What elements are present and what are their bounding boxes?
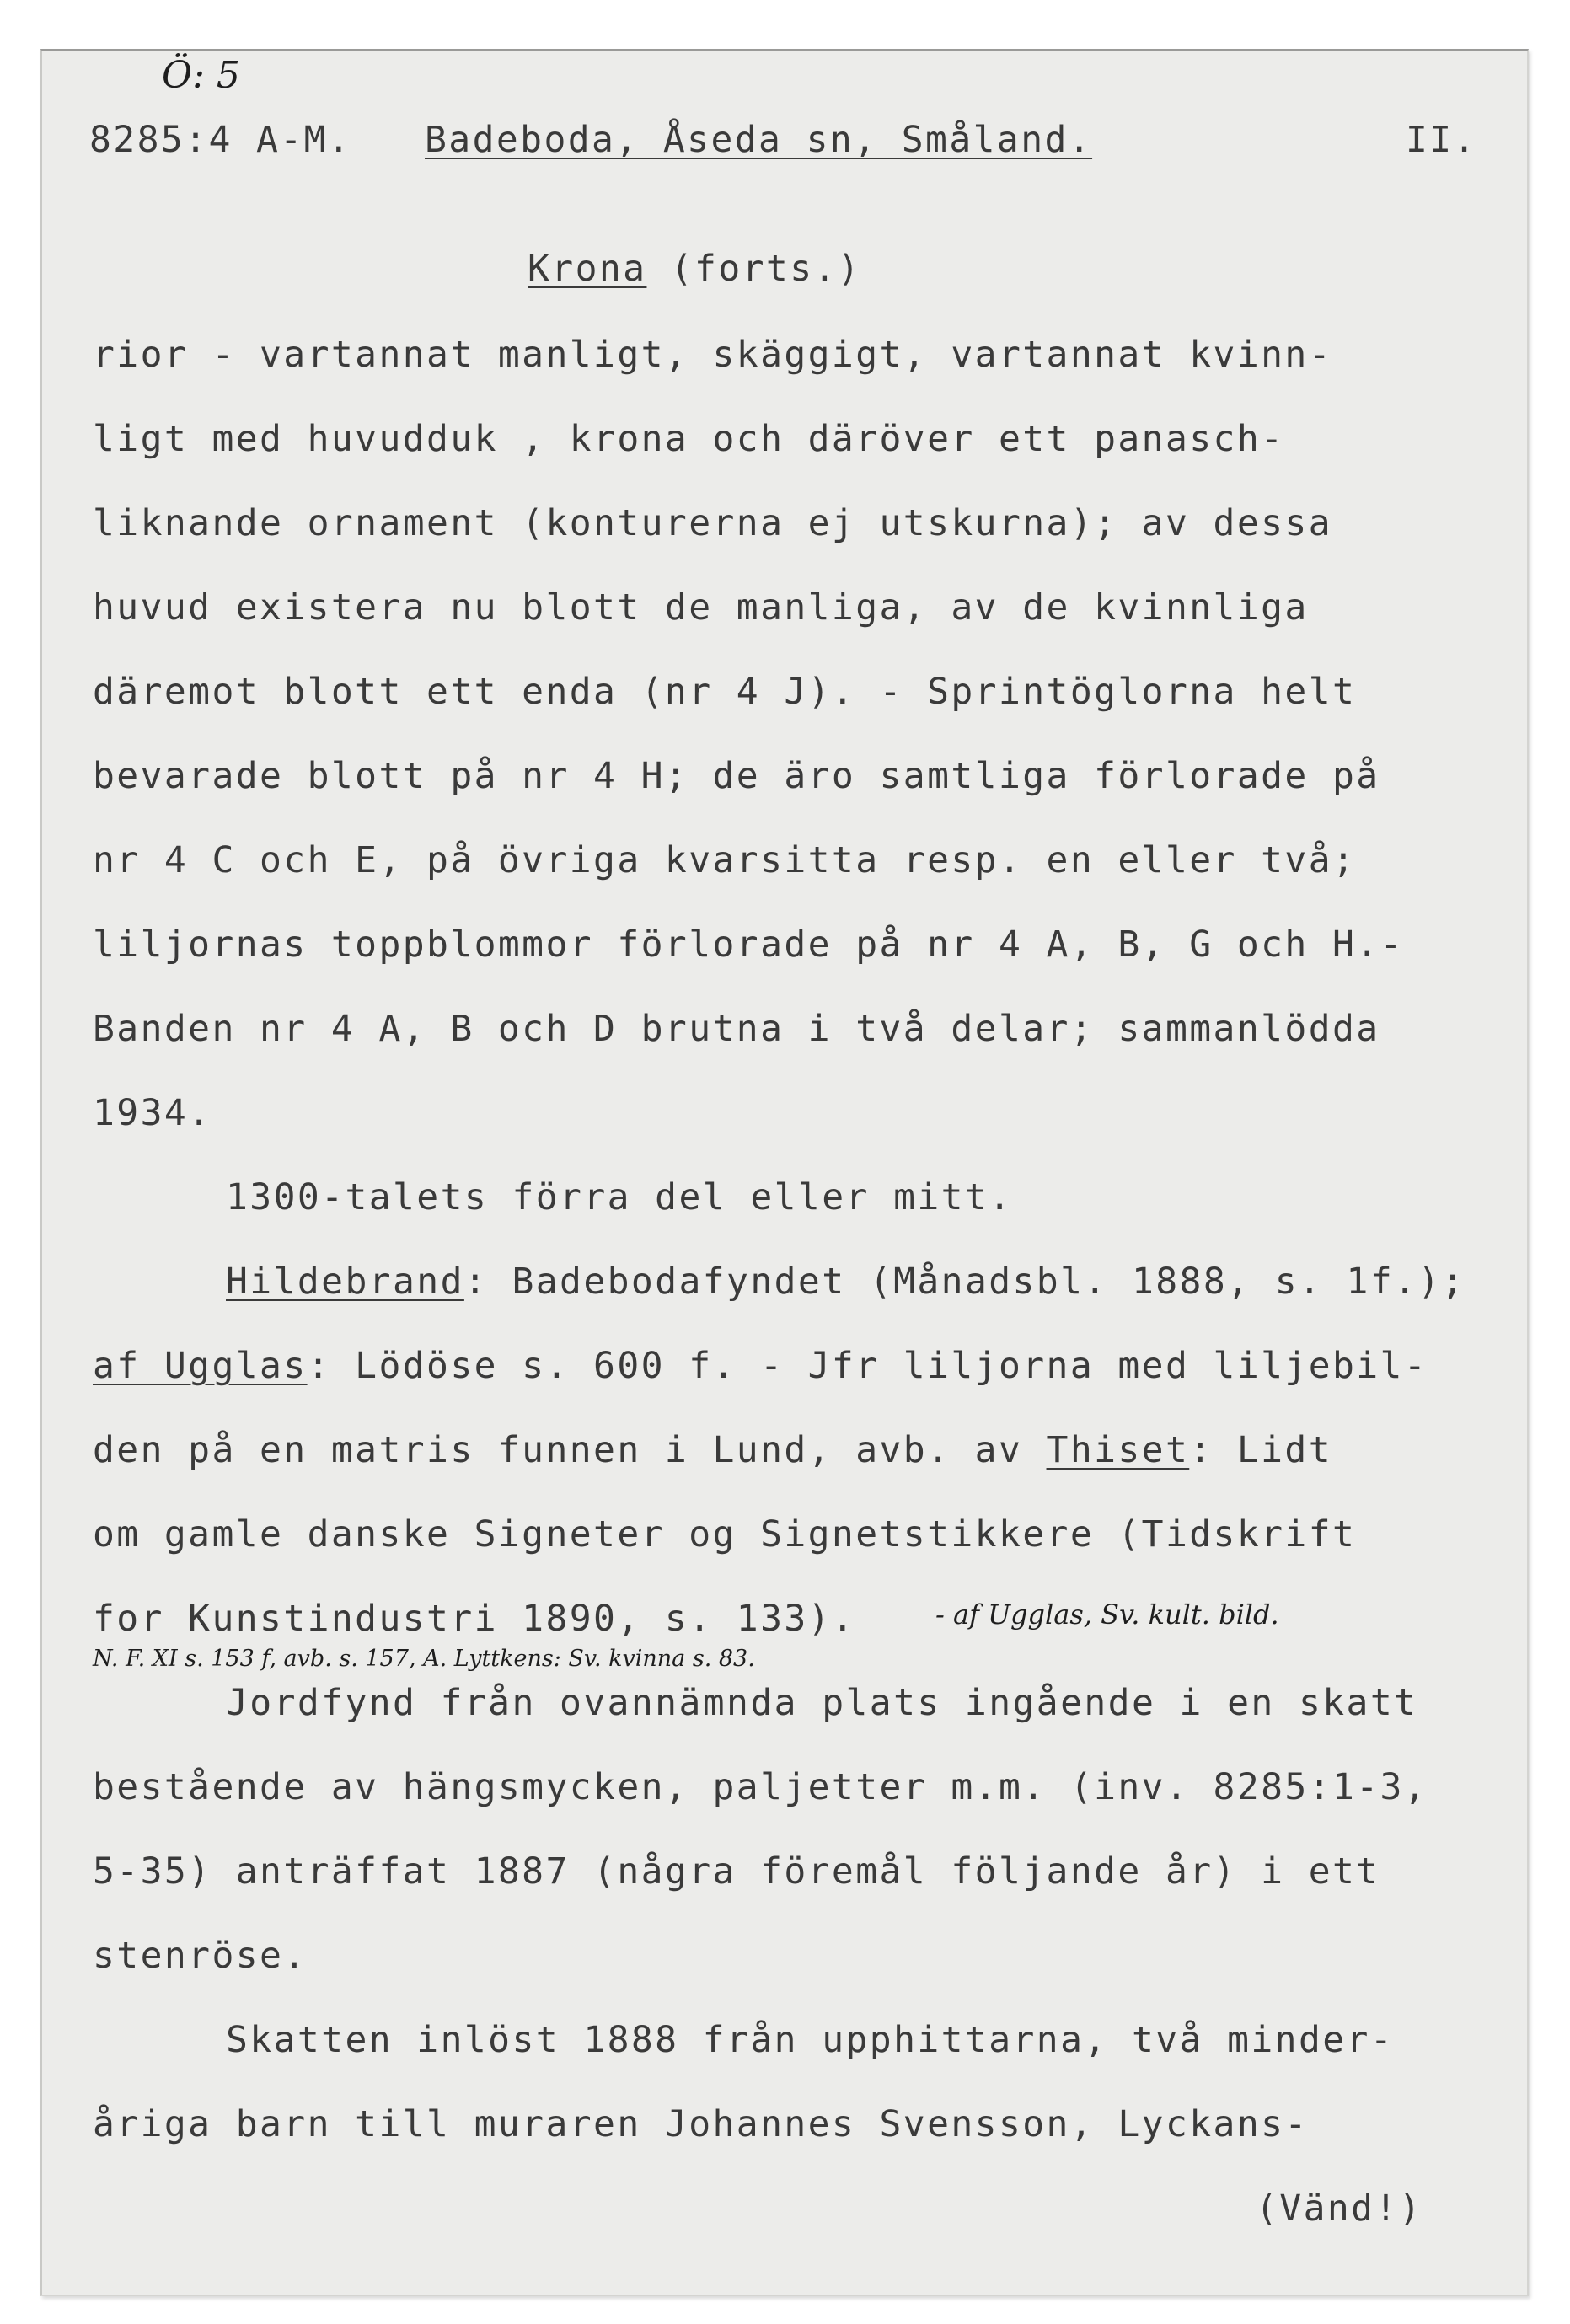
card-id: 8285:4 A-M.: [89, 119, 352, 161]
paragraph1-line: 1934.: [93, 1092, 212, 1134]
paragraph1-line: nr 4 C och E, på övriga kvarsitta resp. en eller två;: [93, 839, 1357, 881]
reference-text: : Badebodafyndet (Månadsbl. 1888, s. 1f.);: [463, 1261, 1466, 1303]
section-title-suffix: (forts.): [670, 248, 862, 290]
reference-author: Hildebrand: [226, 1261, 464, 1303]
paragraph2-line: stenröse.: [93, 1935, 308, 1977]
section-title-text: Krona: [528, 248, 647, 290]
reference-line: [93, 1429, 1332, 1471]
paragraph1-line: ligt med huvudduk , krona och däröver ett panasch-: [93, 418, 1285, 460]
turn-over-note: (Vänd!): [1256, 2187, 1423, 2230]
handwritten-note: - af Ugglas, Sv. kult. bild.: [935, 1598, 1279, 1631]
reference-text: : Lödöse s. 600 f. - Jfr liljorna med liljebil-: [307, 1345, 1428, 1387]
card-page-number: II.: [1406, 119, 1477, 161]
paragraph2-line: Jordfynd från ovannämnda plats ingående i en skatt: [226, 1682, 1418, 1724]
paragraph3-line: åriga barn till muraren Johannes Svensson, Lyckans-: [93, 2103, 1309, 2145]
handwritten-note: N. F. XI s. 153 f, avb. s. 157, A. Lyttkens: Sv. kvinna s. 83.: [93, 1646, 755, 1672]
paragraph1-line: huvud existera nu blott de manliga, av de kvinnliga: [93, 586, 1309, 629]
reference-text: : Lidt: [1189, 1429, 1332, 1471]
paragraph1-line: liljornas toppblommor förlorade på nr 4 A, B, G och H.-: [93, 924, 1404, 966]
paragraph1-line: bevarade blott på nr 4 H; de äro samtliga förlorade på: [93, 755, 1380, 797]
reference-author: Thiset: [1046, 1429, 1190, 1471]
reference-text: den på en matris funnen i Lund, avb. av: [93, 1429, 1047, 1471]
section-title: [528, 248, 862, 290]
reference-line: om gamle danske Signeter og Signetstikkere (Tidskrift: [93, 1513, 1357, 1556]
paragraph1-line: rior - vartannat manligt, skäggigt, vartannat kvinn-: [93, 334, 1332, 376]
paragraph1-line: liknande ornament (konturerna ej utskurna); av dessa: [93, 502, 1332, 544]
card-place: Badeboda, Åseda sn, Småland.: [425, 119, 1093, 161]
reference-line: [93, 1345, 1428, 1387]
reference-line: [226, 1261, 1466, 1303]
paragraph3-line: Skatten inlöst 1888 från upphittarna, två minder-: [226, 2019, 1395, 2061]
paragraph1-line: Banden nr 4 A, B och D brutna i två delar; sammanlödda: [93, 1008, 1380, 1050]
dating-line: 1300-talets förra del eller mitt.: [226, 1176, 1013, 1218]
paragraph2-line: bestående av hängsmycken, paljetter m.m. (inv. 8285:1-3,: [93, 1766, 1428, 1808]
reference-line: for Kunstindustri 1890, s. 133).: [93, 1598, 856, 1640]
reference-author: af Ugglas: [93, 1345, 308, 1387]
handwritten-mark: Ö: 5: [162, 54, 240, 97]
paragraph2-line: 5-35) anträffat 1887 (några föremål följande år) i ett: [93, 1850, 1380, 1893]
paragraph1-line: däremot blott ett enda (nr 4 J). - Sprintöglorna helt: [93, 671, 1357, 713]
